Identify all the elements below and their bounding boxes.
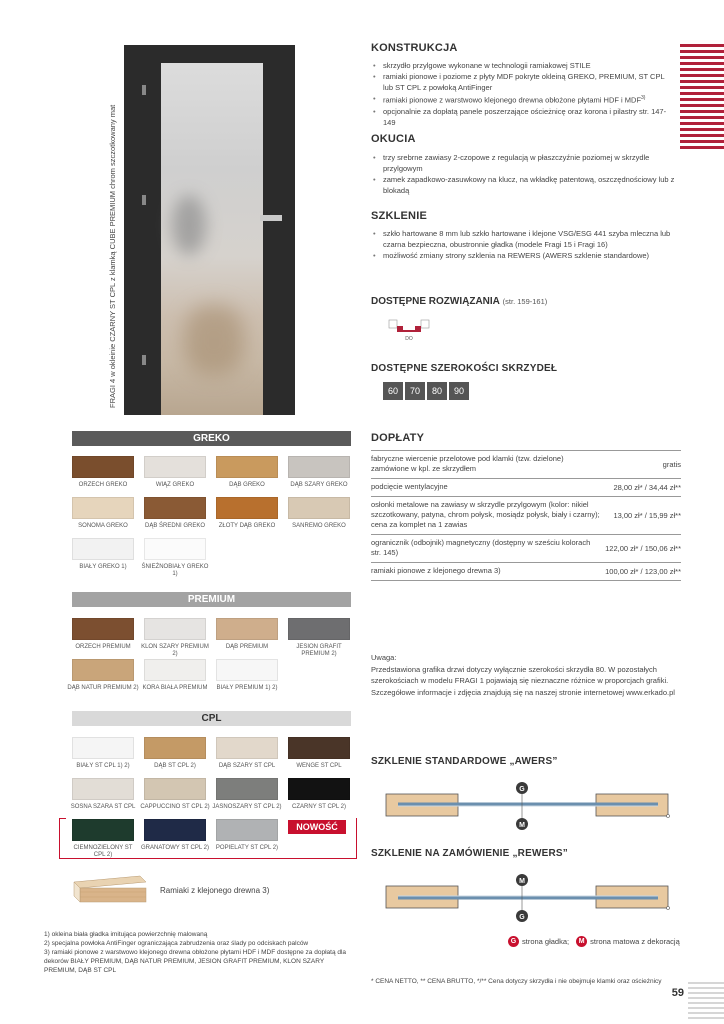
- swatch-premium: [288, 618, 350, 640]
- table-row: [371, 563, 681, 581]
- swatch-cpl: [288, 737, 350, 759]
- footnote-2: 2) specjalna powłoka AntiFinger ograniczająca zabrudzenia oraz ślady po odciskach palców: [44, 940, 309, 947]
- width-options: [383, 382, 469, 400]
- swatch-greko: [72, 538, 134, 560]
- gray-stripes-decoration: [688, 982, 724, 1022]
- width-90: 90: [449, 382, 469, 400]
- width-70: 70: [405, 382, 425, 400]
- swatch-label: SONOMA GREKO: [78, 523, 128, 529]
- uwaga-text: Przedstawiona grafika drzwi dotyczy wyłącznie szerokości skrzydła 80. W pozostałych szerokościach w modelu FRAGI 1 pojawiają się nieznaczne różnice w proporcjach grafiki. Szczegółowe informacje i zdjęcia znajdują się na naszej stronie internetowej www.erkado.pl: [371, 664, 675, 697]
- g-label: strona gładka;: [522, 937, 570, 946]
- page-number: 59: [671, 987, 684, 999]
- list-item: • możliwość zmiany strony szklenia na REWERS (AWERS szklenie standardowe): [371, 250, 676, 261]
- premium-header: PREMIUM: [72, 592, 351, 607]
- swatch-label: CAPPUCCINO ST CPL 2): [140, 804, 210, 810]
- swatch-label: SANREMO GREKO: [292, 523, 346, 529]
- table-row: [371, 479, 681, 497]
- swatch-cpl: [72, 778, 134, 800]
- swatch-cpl: [144, 778, 206, 800]
- swatch-label: SOSNA SZARA ST CPL: [70, 804, 136, 810]
- ramiaki-sample-image: [70, 872, 150, 908]
- list-item: • opcjonalnie za dopłatą panele poszerzające ościeżnicę oraz korona i pilastry str. 147-149: [371, 106, 676, 128]
- swatch-label: BIAŁY PREMIUM 1) 2): [216, 685, 278, 691]
- footnote-3: 3) ramiaki pionowe z warstwowo klejonego drewna obłożone płytami HDF i MDF dostępne za dopłatą dla dekorów BIAŁY PREMIUM, DĄB NATUR PREMIUM, JESION GRAFIT PREMIUM, KLON SZARY PREMIUM, DĄB ST CPL: [44, 949, 347, 974]
- hinge-top: [142, 85, 146, 95]
- glass-reflection-lower: [184, 305, 244, 375]
- awers-title: SZKLENIE STANDARDOWE „AWERS”: [371, 756, 558, 767]
- glass-reflection: [172, 195, 206, 255]
- szklenie-list: [371, 228, 676, 261]
- swatch-cpl: [72, 819, 134, 841]
- width-60: 60: [383, 382, 403, 400]
- doplaty-title: DOPŁATY: [371, 432, 425, 444]
- swatch-premium: [144, 659, 206, 681]
- swatch-label: JASNOSZARY ST CPL 2): [212, 804, 282, 810]
- rozwiazania-heading: [371, 296, 547, 307]
- m-label: strona matowa z dekoracją: [590, 937, 680, 946]
- swatch-label: KORA BIAŁA PREMIUM: [142, 685, 208, 691]
- greko-header: GREKO: [72, 431, 351, 446]
- list-item: • szkło hartowane 8 mm lub szkło hartowane i klejone VSG/ESG 441 szyba mleczna lub czarna bezpieczna, obustronnie gładka (modele Fragi 15 i Fragi 16): [371, 228, 676, 250]
- szerokosci-title: DOSTĘPNE SZEROKOŚCI SKRZYDEŁ: [371, 363, 558, 374]
- list-item: • zamek zapadkowo-zasuwkowy na klucz, na wkładkę patentową, oszczędnościowy lub z blokadą: [371, 174, 676, 196]
- nowosc-badge: NOWOŚĆ: [288, 820, 346, 834]
- premium-swatches: [67, 618, 362, 698]
- door-photo: [124, 45, 295, 415]
- swatch-cpl: [216, 737, 278, 759]
- swatch-label: WIĄZ GREKO: [155, 482, 195, 488]
- rozwiazania-title: DOSTĘPNE ROZWIĄZANIA: [371, 296, 500, 307]
- swatch-greko: [288, 497, 350, 519]
- swatch-cpl: [216, 778, 278, 800]
- swatch-label: POPIELATY ST CPL 2): [215, 845, 279, 851]
- row-price: 28,00 zł* / 34,44 zł**: [613, 482, 681, 492]
- hinge-bottom: [142, 355, 146, 365]
- swatch-label: DĄB SZARY ST CPL: [218, 763, 276, 769]
- swatch-premium: [72, 659, 134, 681]
- swatch-label: DĄB PREMIUM: [225, 644, 269, 650]
- red-stripes-decoration: [680, 44, 724, 152]
- rewers-g-marker: G: [519, 914, 525, 921]
- swatch-label: DĄB NATUR PREMIUM 2): [67, 685, 139, 691]
- rozwiazania-pages: (str. 159-161): [502, 297, 548, 306]
- konstrukcja-title: KONSTRUKCJA: [371, 42, 458, 54]
- row-price: gratis: [662, 459, 681, 469]
- uwaga-note: [371, 652, 686, 698]
- table-row: [371, 497, 681, 535]
- swatch-greko: [216, 456, 278, 478]
- swatch-label: JESION GRAFIT PREMIUM 2): [296, 644, 342, 657]
- row-price: 122,00 zł* / 150,06 zł**: [605, 543, 681, 553]
- swatch-label: ŚNIEŻNOBIAŁY GREKO 1): [141, 564, 209, 577]
- swatch-label: BIAŁY GREKO 1): [79, 564, 127, 570]
- swatch-label: DĄB ST CPL 2): [154, 763, 196, 769]
- swatch-cpl: [288, 778, 350, 800]
- swatch-label: KLON SZARY PREMIUM 2): [141, 644, 209, 657]
- swatch-label: DĄB ŚREDNI GREKO: [144, 523, 205, 529]
- hinge-middle: [142, 195, 146, 205]
- row-label: osłonki metalowe na zawiasy w skrzydle przylgowym (kolor: nikiel szczotkowany, patyna, chrom połysk, mosiądz połysk, biały i czarny); cena za komplet na 1 zawias: [371, 500, 600, 529]
- greko-swatches: [72, 456, 362, 586]
- swatch-greko: [144, 497, 206, 519]
- swatch-greko: [216, 497, 278, 519]
- door-handle: [260, 215, 282, 221]
- doplaty-table: [371, 450, 681, 581]
- swatch-cpl: [144, 737, 206, 759]
- swatch-greko: [144, 456, 206, 478]
- swatch-greko: [72, 497, 134, 519]
- rewers-m-marker: M: [519, 878, 525, 885]
- door-solution-icon: [387, 316, 431, 342]
- row-label: ramiaki pionowe z klejonego drewna 3): [371, 566, 501, 575]
- list-item: • ramiaki pionowe i poziome z płyty MDF pokryte okleiną GREKO, PREMIUM, ST CPL lub ST CPL z powłoką AntiFinger: [371, 71, 676, 93]
- rewers-title: SZKLENIE NA ZAMÓWIENIE „REWERS”: [371, 848, 568, 859]
- swatch-label: DĄB SZARY GREKO: [290, 482, 348, 488]
- footnotes: [44, 930, 354, 975]
- swatch-premium: [144, 618, 206, 640]
- table-row: [371, 535, 681, 563]
- swatch-label: GRANATOWY ST CPL 2): [140, 845, 209, 851]
- cpl-swatches: [72, 737, 362, 857]
- swatch-premium: [72, 618, 134, 640]
- szklenie-title: SZKLENIE: [371, 210, 427, 222]
- ramiaki-label: Ramiaki z klejonego drewna 3): [160, 886, 270, 895]
- swatch-label: ZŁOTY DĄB GREKO: [218, 523, 276, 529]
- list-item: • trzy srebrne zawiasy 2-czopowe z regulacją w płaszczyźnie poziomej w skrzydle przylgowym: [371, 152, 676, 174]
- row-price: 13,00 zł* / 15,99 zł**: [613, 510, 681, 520]
- swatch-premium: [216, 659, 278, 681]
- swatch-greko: [72, 456, 134, 478]
- row-label: podcięcie wentylacyjne: [371, 482, 448, 491]
- uwaga-title: Uwaga:: [371, 653, 397, 662]
- konstrukcja-list: [371, 60, 676, 128]
- glass-legend: [508, 936, 680, 947]
- row-label: ogranicznik (odbojnik) magnetyczny (dostępny w sześciu kolorach str. 145): [371, 538, 591, 557]
- width-80: 80: [427, 382, 447, 400]
- g-marker-icon: G: [508, 936, 519, 947]
- list-item: • skrzydło przylgowe wykonane w technologii ramiakowej STILE: [371, 60, 676, 71]
- swatch-label: ORZECH PREMIUM: [75, 644, 131, 650]
- swatch-greko: [144, 538, 206, 560]
- swatch-label: BIAŁY ST CPL 1) 2): [76, 763, 130, 769]
- cpl-header: CPL: [72, 711, 351, 726]
- awers-g-marker: G: [519, 786, 525, 793]
- swatch-cpl: [72, 737, 134, 759]
- list-item: • ramiaki pionowe z warstwowo klejonego drewna obłożone płytami HDF i MDF$^{3)}$: [371, 93, 676, 106]
- swatch-cpl: [144, 819, 206, 841]
- awers-diagram: [378, 778, 678, 834]
- door-caption: FRAGI 4 w okleinie CZARNY ST CPL z klamką CUBE PREMIUM chrom szczotkowany mat: [108, 104, 117, 408]
- swatch-greko: [288, 456, 350, 478]
- swatch-label: CIEMNOZIELONY ST CPL 2): [73, 845, 133, 858]
- row-price: 100,00 zł* / 123,00 zł**: [605, 566, 681, 576]
- m-marker-icon: M: [576, 936, 587, 947]
- table-row: [371, 450, 681, 479]
- cena-note: * CENA NETTO, ** CENA BRUTTO, */** Cena dotyczy skrzydła i nie obejmuje klamki oraz ościeżnicy: [371, 978, 662, 985]
- row-label: fabryczne wiercenie przelotowe pod klamki (tzw. dzielone) zamówione w kpl. ze skrzydłem: [371, 454, 564, 473]
- swatch-label: WENGE ST CPL: [296, 763, 342, 769]
- awers-m-marker: M: [519, 822, 525, 829]
- footnote-1: 1) okleina biała gładka imitująca powierzchnię malowaną: [44, 931, 208, 938]
- swatch-label: DĄB GREKO: [229, 482, 265, 488]
- swatch-cpl: [216, 819, 278, 841]
- swatch-label: ORZECH GREKO: [78, 482, 128, 488]
- swatch-label: CZARNY ST CPL 2): [292, 804, 346, 810]
- rewers-diagram: [378, 870, 678, 926]
- swatch-premium: [216, 618, 278, 640]
- okucia-list: [371, 152, 676, 196]
- okucia-title: OKUCIA: [371, 133, 416, 145]
- door-solution-label: DO: [405, 336, 413, 342]
